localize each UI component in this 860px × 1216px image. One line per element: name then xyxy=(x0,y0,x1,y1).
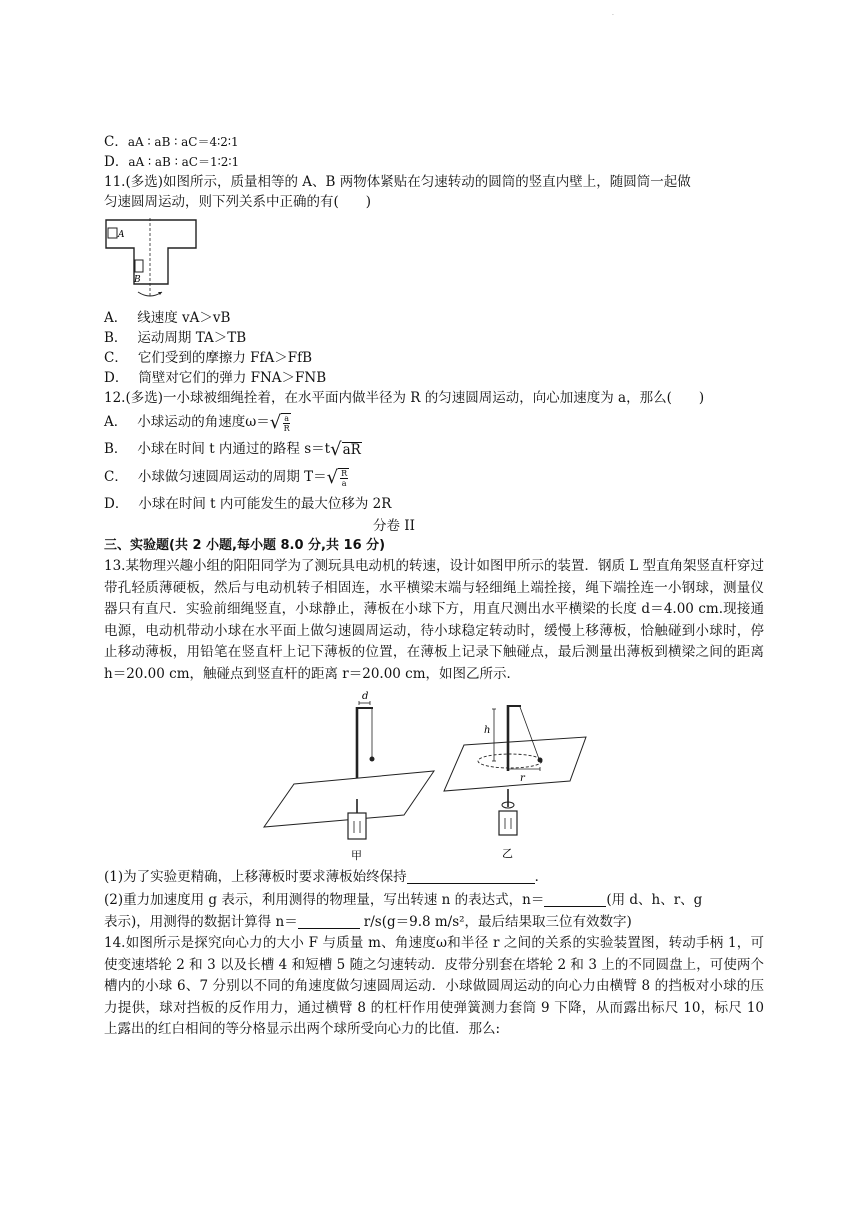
sub1-text: (1)为了实验更精确，上移薄板时要求薄板始终保持 xyxy=(104,869,407,885)
q12-option-d xyxy=(104,492,764,516)
fig-label-r: r xyxy=(520,773,525,784)
option-text: 它们受到的摩擦力 FfA＞FfB xyxy=(137,350,313,366)
option-label: D． xyxy=(104,370,129,386)
q10-option-d xyxy=(104,152,764,172)
q10-option-c xyxy=(104,132,764,152)
sub1-end: ． xyxy=(534,869,549,885)
sub2-text-cont: r/s(g＝9.8 m/s²，最后结果取三位有效数字) xyxy=(363,914,632,930)
q12-option-c xyxy=(104,462,764,492)
option-label: A． xyxy=(104,310,128,326)
fig-label-b: B xyxy=(134,275,141,285)
q11-option-a xyxy=(104,308,764,328)
q13-stem: 13.某物理兴趣小组的阳阳同学为了测玩具电动机的转速，设计如图甲所示的装置．钢质 L 型直角架竖直杆穿过带孔轻质薄硬板，然后与电动机转子相固连，水平横梁末端与轻细绳上端拴接，绳下端拴连一小钢球，测量仪器只有直尺．实验前细绳竖直，小球静止，薄板在小球下方，用直尺测出水平横梁的长度 d＝4.00 cm.现接通电源，电动机带动小球在水平面上做匀速圆周运动，待小球稳定转动时，缓慢上移薄板，恰触碰到小球时，停止移动薄板，用铅笔在竖直杆上记下薄板的位置，在薄板上记录下触碰点，最后测量出薄板到横梁之间的距离 h＝20.00 cm，触碰点到竖直杆的距离 r＝20.00 cm，如图乙所示． xyxy=(104,558,765,682)
sub2-text: (2)重力加速度用 g 表示，利用测得的物理量，写出转速 n 的表达式，n＝ xyxy=(104,892,545,908)
sqrt-symbol: √ $\frac{a}{R}$ xyxy=(269,411,290,433)
q11-figure xyxy=(104,218,204,306)
q13-sub2-line2 xyxy=(104,912,764,932)
fig-label-a: A xyxy=(118,230,125,240)
sub2-text: 表示)，用测得的数据计算得 n＝ xyxy=(104,914,298,930)
option-label: D． xyxy=(104,154,129,170)
section-title: 分卷 II xyxy=(373,518,415,534)
document-page xyxy=(104,128,764,1041)
part3-title: 三、实验题(共 2 小题,每小题 8.0 分,共 16 分) xyxy=(104,538,386,553)
option-text: 线速度 vA＞vB xyxy=(137,310,231,326)
sqrt-symbol: √ $\frac{R}{a}$ xyxy=(326,466,348,488)
sub2-text-cont: (用 d、h、r、g xyxy=(606,892,703,908)
fraction-denominator: a xyxy=(341,478,347,488)
option-label: C． xyxy=(104,469,128,485)
q11-option-c xyxy=(104,348,764,368)
fraction-denominator: R xyxy=(283,423,290,433)
q12-option-a xyxy=(104,408,764,436)
fig-label-h: h xyxy=(484,725,491,736)
option-text: 小球做匀速圆周运动的周期 T＝ xyxy=(137,469,327,485)
figure-yi xyxy=(444,705,586,860)
option-text: aA ∶ aB ∶ aC＝4∶2∶1 xyxy=(127,135,239,149)
option-label: B． xyxy=(104,441,128,457)
fraction-numerator: R xyxy=(341,468,348,478)
fig-caption-jia: 甲 xyxy=(351,849,362,862)
answer-blank[interactable] xyxy=(407,869,535,884)
q14-stem: 14.如图所示是探究向心力的大小 F 与质量 m、角速度ω和半径 r 之间的关系的实验装置图，转动手柄 1，可使变速塔轮 2 和 3 以及长槽 4 和短槽 5 随之匀速转动．皮带分别套在塔轮 2 和 3 上的不同圆盘上，可使两个槽内的小球 6、7 分别以不同的角速度做匀速圆周运动．小球做圆周运动的向心力由横臂 8 的挡板对小球的压力提供，球对挡板的反作用力，通过横臂 8 的杠杆作用使弹簧测力套筒 9 下降，从而露出标尺 10，标尺 10 上露出的红白相间的等分格显示出两个球所受向心力的比值．那么: xyxy=(104,935,764,1037)
sqrt-symbol: √ aR xyxy=(330,438,361,460)
q13-sub2-line1 xyxy=(104,890,764,910)
answer-blank[interactable] xyxy=(298,914,360,929)
option-label: C． xyxy=(104,134,128,150)
q11-stem-line1: 11.(多选)如图所示，质量相等的 A、B 两物体紧贴在匀速转动的圆筒的竖直内壁上，随圆筒一起做 xyxy=(104,174,691,190)
q11-option-d xyxy=(104,368,764,388)
option-text: 筒壁对它们的弹力 FNA＞FNB xyxy=(138,370,327,386)
option-label: C． xyxy=(104,350,128,366)
q12-option-b xyxy=(104,436,764,462)
fraction-numerator: a xyxy=(284,413,290,423)
option-text: 小球在时间 t 内通过的路程 s＝t xyxy=(137,441,331,457)
fig-caption-yi: 乙 xyxy=(502,847,513,860)
option-text: 小球运动的角速度ω＝ xyxy=(137,414,270,430)
fig-label-d: d xyxy=(362,691,369,702)
q11-stem-line2: 匀速圆周运动，则下列关系中正确的有( ) xyxy=(104,194,372,210)
q11-option-b xyxy=(104,328,764,348)
option-text: aA ∶ aB ∶ aC＝1∶2∶1 xyxy=(128,155,240,169)
option-label: B． xyxy=(104,330,128,346)
figure-jia xyxy=(264,691,434,862)
option-label: D． xyxy=(104,496,129,512)
header-mark: · xyxy=(612,12,614,19)
q13-sub1 xyxy=(104,867,764,887)
option-text: 小球在时间 t 内可能发生的最大位移为 2R xyxy=(138,496,392,512)
option-label: A． xyxy=(104,414,128,430)
option-text: 运动周期 TA＞TB xyxy=(137,330,247,346)
answer-blank[interactable] xyxy=(544,892,606,907)
q12-stem: 12.(多选)一小球被细绳拴着，在水平面内做半径为 R 的匀速圆周运动，向心加速度为 a，那么( ) xyxy=(104,390,705,406)
radicand: aR xyxy=(342,442,361,458)
q13-figure xyxy=(104,689,664,867)
